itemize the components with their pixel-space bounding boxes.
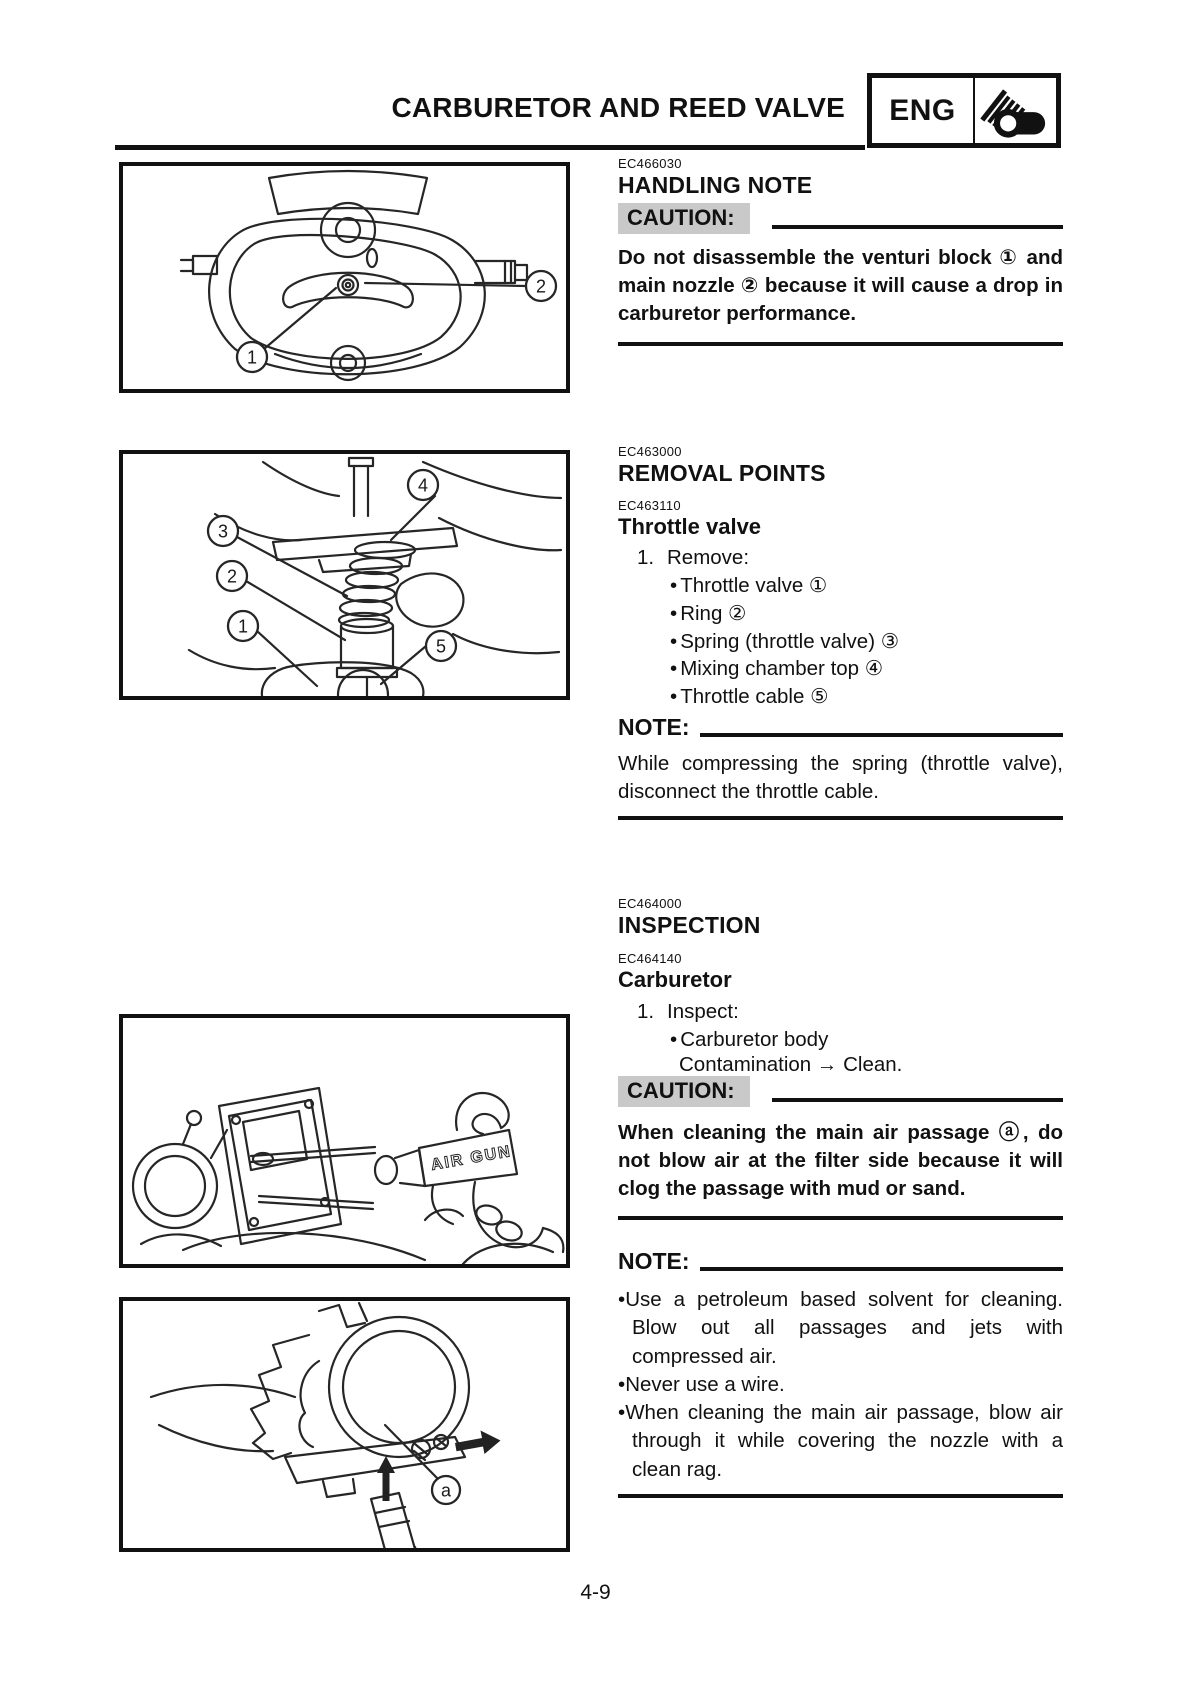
list-item: • Ring ② xyxy=(670,600,1115,628)
section-end-rule xyxy=(618,1494,1063,1498)
inspect-result: Contamination → Clean. xyxy=(679,1053,903,1076)
section-heading: INSPECTION xyxy=(618,912,761,938)
section-heading: HANDLING NOTE xyxy=(618,172,813,198)
note-rule xyxy=(700,1267,1063,1271)
header-rule xyxy=(115,145,865,150)
callout-3: 3 xyxy=(217,521,229,542)
figure-throttle-valve-removal xyxy=(119,450,570,700)
note-label: NOTE: xyxy=(618,1248,690,1274)
callout-4: 4 xyxy=(417,475,429,496)
callout-a: a xyxy=(440,1480,452,1501)
remove-item-list xyxy=(670,572,1115,711)
caution-row xyxy=(618,203,1063,234)
figure-main-air-passage-cleaning xyxy=(119,1297,570,1552)
section-code: EC463000 xyxy=(618,444,682,459)
caution-text: Do not disassemble the venturi block ① and main nozzle ② because it will cause a drop in carburetor performance. xyxy=(618,246,1063,325)
page-number: 4-9 xyxy=(580,1581,611,1604)
section-end-rule xyxy=(618,816,1063,820)
section-heading: REMOVAL POINTS xyxy=(618,460,826,486)
subsection-code: EC464140 xyxy=(618,951,682,966)
note-row xyxy=(618,714,1063,741)
callout-2: 2 xyxy=(226,566,238,587)
section-badge-label: ENG xyxy=(872,78,975,143)
list-item: • Carburetor body xyxy=(670,1026,1115,1054)
section-end-rule xyxy=(618,1216,1063,1220)
air-gun-label: AIR GUN xyxy=(429,1143,514,1174)
step-line xyxy=(618,998,1063,1026)
step-action: Inspect: xyxy=(667,1000,739,1023)
section-end-rule xyxy=(618,342,1063,346)
note-list-item: • Use a petroleum based solvent for cleaning. Blow out all passages and jets with compressed air. xyxy=(618,1286,1063,1371)
page-title: CARBURETOR AND REED VALVE xyxy=(391,92,845,123)
section-badge xyxy=(867,73,1061,148)
note-text: While compressing the spring (throttle valve), disconnect the throttle cable. xyxy=(618,752,1063,803)
list-item: • Spring (throttle valve) ③ xyxy=(670,628,1115,656)
section-code: EC464000 xyxy=(618,896,682,911)
inspect-item-list xyxy=(670,1026,1115,1054)
note-list-item: • Never use a wire. xyxy=(618,1371,1063,1399)
note-rule xyxy=(700,733,1063,737)
callout-1: 1 xyxy=(246,347,258,368)
figure-carburetor-venturi-block xyxy=(119,162,570,393)
caution-rule xyxy=(772,225,1063,229)
callout-1: 1 xyxy=(237,616,249,637)
caution-text: When cleaning the main air passage ⓐ, do not blow air at the filter side because it will clog the passage with mud or sand. xyxy=(618,1121,1063,1200)
caution-label: CAUTION: xyxy=(618,1076,750,1107)
note-label: NOTE: xyxy=(618,714,690,740)
step-line xyxy=(618,544,1063,572)
callout-5: 5 xyxy=(435,636,447,657)
step-number: 1. xyxy=(637,546,655,569)
list-item: • Throttle cable ⑤ xyxy=(670,683,1115,711)
callout-2: 2 xyxy=(535,276,547,297)
caution-rule xyxy=(772,1098,1063,1102)
subsection-heading: Carburetor xyxy=(618,967,732,992)
caution-row xyxy=(618,1076,1063,1107)
engine-icon xyxy=(975,78,1056,143)
step-number: 1. xyxy=(637,1000,655,1023)
step-action: Remove: xyxy=(667,546,750,569)
note-row xyxy=(618,1248,1063,1275)
list-item: • Mixing chamber top ④ xyxy=(670,655,1115,683)
figure-carburetor-air-gun-cleaning xyxy=(119,1014,570,1268)
subsection-heading: Throttle valve xyxy=(618,514,762,539)
note-item-list xyxy=(618,1286,1063,1484)
list-item: • Throttle valve ① xyxy=(670,572,1115,600)
caution-label: CAUTION: xyxy=(618,203,750,234)
subsection-code: EC463110 xyxy=(618,498,681,513)
section-code: EC466030 xyxy=(618,156,682,171)
note-list-item: • When cleaning the main air passage, blow air through it while covering the nozzle with a clean rag. xyxy=(618,1399,1063,1484)
